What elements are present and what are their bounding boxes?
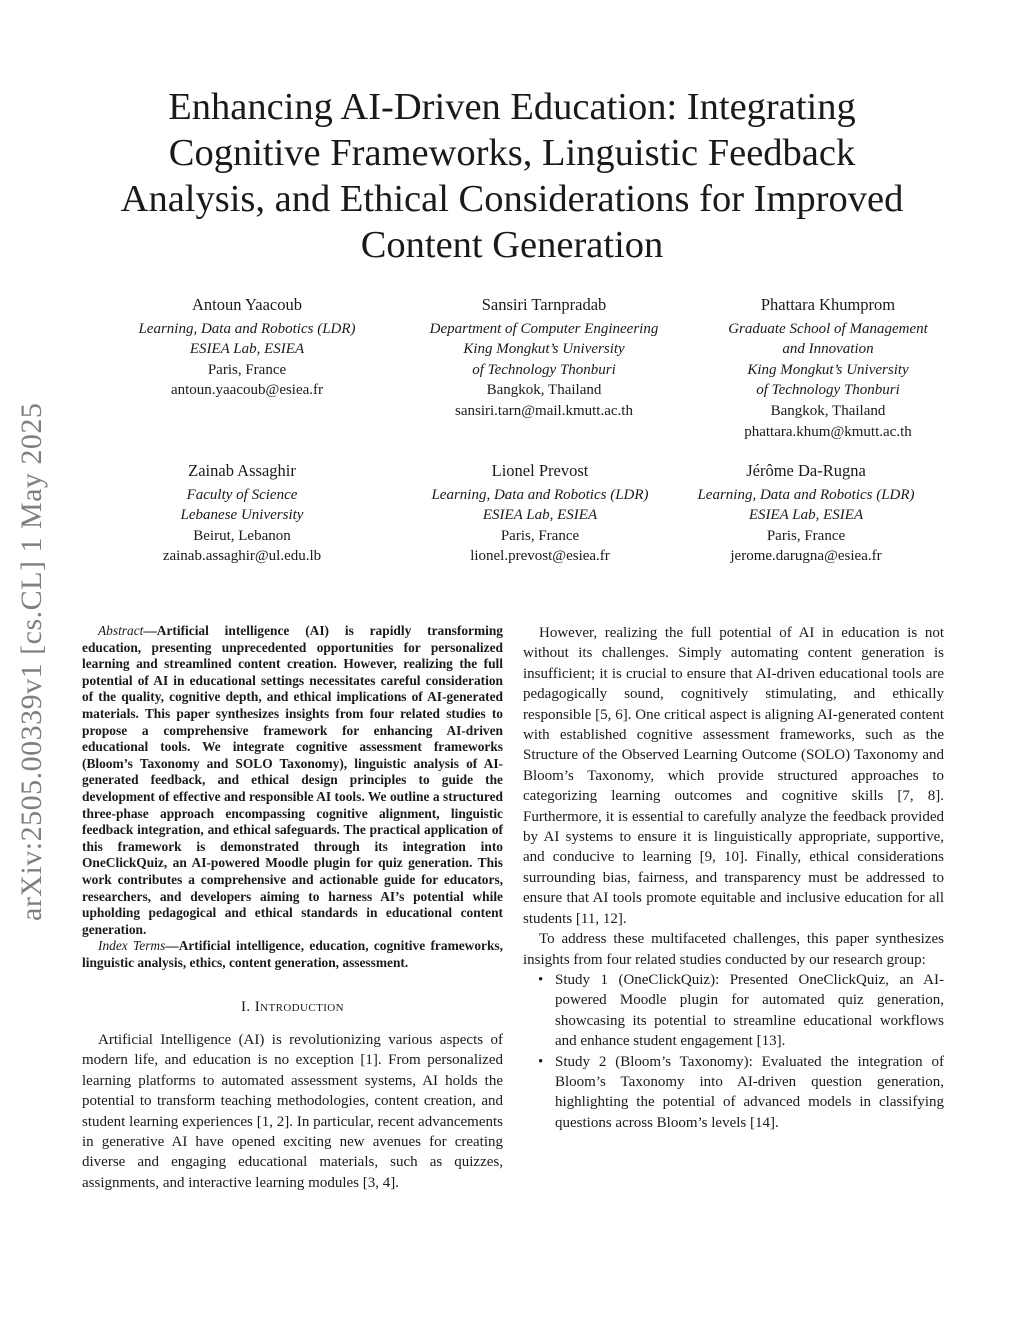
author-name: Zainab Assaghir bbox=[188, 461, 296, 480]
author-block bbox=[394, 295, 694, 422]
author-affiliation: Learning, Data and Robotics (LDR) bbox=[431, 486, 649, 503]
author-block bbox=[92, 461, 392, 567]
author-location: Bangkok, Thailand bbox=[770, 402, 886, 419]
author-affiliation: ESIEA Lab, ESIEA bbox=[189, 341, 305, 358]
right-column bbox=[523, 623, 944, 1133]
study-text: Study 1 (OneClickQuiz): Presented OneClickQuiz, an AI-powered Moodle plugin for automated quiz generation, showcasing its potential to streamline educational workflows and enhance student engagement [13]. bbox=[555, 971, 944, 1050]
author-affiliation: King Mongkut’s University bbox=[747, 361, 909, 378]
author-affiliation: Department of Computer Engineering bbox=[429, 320, 659, 337]
author-block bbox=[97, 295, 397, 401]
list-item: • Study 2 (Bloom’s Taxonomy): Evaluated the integration of Bloom’s Taxonomy into AI-driven question generation, highlighting the potential of advanced models in classifying questions across Bloom’s levels [14]. bbox=[538, 1053, 944, 1131]
author-affiliation: Graduate School of Management bbox=[728, 320, 928, 337]
section-heading bbox=[82, 997, 503, 1017]
author-name: Jérôme Da-Rugna bbox=[746, 461, 866, 480]
author-name: Sansiri Tarnpradab bbox=[481, 295, 607, 314]
intro-paragraph: To address these multifaceted challenges, this paper synthesizes insights from four related studies conducted by our research group: bbox=[523, 931, 944, 968]
studies-list bbox=[523, 970, 944, 1133]
title-line: Cognitive Frameworks, Linguistic Feedback bbox=[168, 132, 856, 174]
author-email: sansiri.tarn@mail.kmutt.ac.th bbox=[455, 402, 633, 419]
section-title: Introduction bbox=[254, 999, 344, 1016]
index-terms bbox=[82, 938, 503, 971]
author-affiliation: Faculty of Science bbox=[186, 486, 298, 503]
author-block bbox=[390, 461, 690, 567]
title-line: Analysis, and Ethical Considerations for Improved bbox=[120, 178, 904, 220]
author-affiliation: of Technology Thonburi bbox=[472, 361, 616, 378]
title-line: Enhancing AI-Driven Education: Integrating bbox=[168, 86, 856, 128]
author-location: Paris, France bbox=[500, 527, 580, 544]
author-email: antoun.yaacoub@esiea.fr bbox=[170, 382, 324, 399]
author-email: lionel.prevost@esiea.fr bbox=[470, 548, 610, 565]
author-email: zainab.assaghir@ul.edu.lb bbox=[162, 548, 322, 565]
author-location: Paris, France bbox=[766, 527, 846, 544]
paper-title bbox=[80, 84, 944, 268]
author-block bbox=[656, 461, 956, 567]
author-affiliation: Learning, Data and Robotics (LDR) bbox=[138, 320, 356, 337]
intro-paragraph: However, realizing the full potential of AI in education is not without its challenges. Simply automating content generation is insufficient; it is crucial to ensure that AI-driven educational tools are pedagogically sound, cognitively stimulating, and ethically responsible [5, 6]. One critical aspect is aligning AI-generated content with established cognitive assessment frameworks, such as the Structure of the Observed Learning Outcome (SOLO) Taxonomy and Bloom’s Taxonomy, which provide structured approaches to categorizing learning outcomes and cognitive skills [7, 8]. Furthermore, it is essential to carefully analyze the feedback provided by AI systems to ensure it is linguistically appropriate, supportive, and conducive to learning [9, 10]. Finally, ethical considerations surrounding bias, fairness, and transparency must be addressed to ensure that AI tools promote equitable and inclusive education for all students [11, 12]. bbox=[523, 625, 944, 927]
title-line: Content Generation bbox=[360, 224, 664, 266]
section-number: I. bbox=[241, 999, 251, 1016]
abstract-text: —Artificial intelligence (AI) is rapidly transforming education, presenting unprecedented opportunities for personalized learning and streamlined content creation. However, realizing the full potential of AI in educational settings necessitates careful consideration of the quality, cognitive depth, and ethical implications of AI-generated materials. This paper synthesizes insights from four related studies to propose a comprehensive framework for enhancing AI-driven educational tools. We integrate cognitive assessment frameworks (Bloom’s Taxonomy and SOLO Taxonomy), linguistic analysis of AI-generated feedback, and ethical design principles to guide the development of effective and responsible AI tools. We outline a structured three-phase approach encompassing cognitive alignment, linguistic feedback integration, and ethical safeguards. The practical application of this framework is demonstrated through its integration into OneClickQuiz, an AI-powered Moodle plugin for quiz generation. This work contributes a comprehensive and actionable guide for educators, researchers, and developers aiming to harness AI’s potential while upholding pedagogical and ethical standards in educational content generation. bbox=[82, 623, 503, 937]
abstract bbox=[82, 623, 503, 938]
arxiv-identifier: arXiv:2505.00339v1 [cs.CL] 1 May 2025 bbox=[15, 402, 48, 922]
abstract-label: Abstract bbox=[98, 623, 144, 638]
study-text: Study 2 (Bloom’s Taxonomy): Evaluated the integration of Bloom’s Taxonomy into AI-driven question generation, highlighting the potential of advanced models in classifying questions across Bloom’s levels [14]. bbox=[555, 1053, 944, 1131]
author-location: Bangkok, Thailand bbox=[486, 382, 602, 399]
author-email: jerome.darugna@esiea.fr bbox=[730, 548, 882, 565]
left-column bbox=[82, 623, 503, 1193]
index-terms-text: —Artificial intelligence, education, cognitive frameworks, linguistic analysis, ethics, content generation, assessment. bbox=[82, 938, 503, 970]
author-affiliation: of Technology Thonburi bbox=[756, 382, 900, 399]
author-affiliation: ESIEA Lab, ESIEA bbox=[748, 507, 864, 524]
author-name: Antoun Yaacoub bbox=[192, 295, 302, 314]
author-location: Beirut, Lebanon bbox=[193, 527, 291, 544]
author-affiliation: Lebanese University bbox=[180, 507, 304, 524]
author-block bbox=[678, 295, 978, 442]
author-affiliation: ESIEA Lab, ESIEA bbox=[482, 507, 598, 524]
author-email: phattara.khum@kmutt.ac.th bbox=[744, 423, 912, 440]
author-affiliation: Learning, Data and Robotics (LDR) bbox=[697, 486, 915, 503]
author-affiliation: and Innovation bbox=[782, 341, 874, 358]
list-item: • Study 1 (OneClickQuiz): Presented OneClickQuiz, an AI-powered Moodle plugin for automated quiz generation, showcasing its potential to streamline educational workflows and enhance student engagement [13]. bbox=[538, 971, 944, 1050]
author-location: Paris, France bbox=[207, 361, 287, 378]
author-name: Phattara Khumprom bbox=[760, 295, 896, 314]
index-terms-label: Index Terms bbox=[98, 938, 166, 954]
intro-paragraph: Artificial Intelligence (AI) is revolutionizing various aspects of modern life, and education is no exception [1]. From personalized learning platforms to automated assessment systems, AI holds the potential to transform teaching methodologies, content creation, and student learning experiences [1, 2]. In particular, recent advancements in generative AI have opened exciting new avenues for creating diverse and engaging educational materials, such as quizzes, assignments, and interactive learning modules [3, 4]. bbox=[82, 1031, 503, 1191]
author-name: Lionel Prevost bbox=[491, 461, 589, 480]
author-affiliation: King Mongkut’s University bbox=[463, 341, 625, 358]
